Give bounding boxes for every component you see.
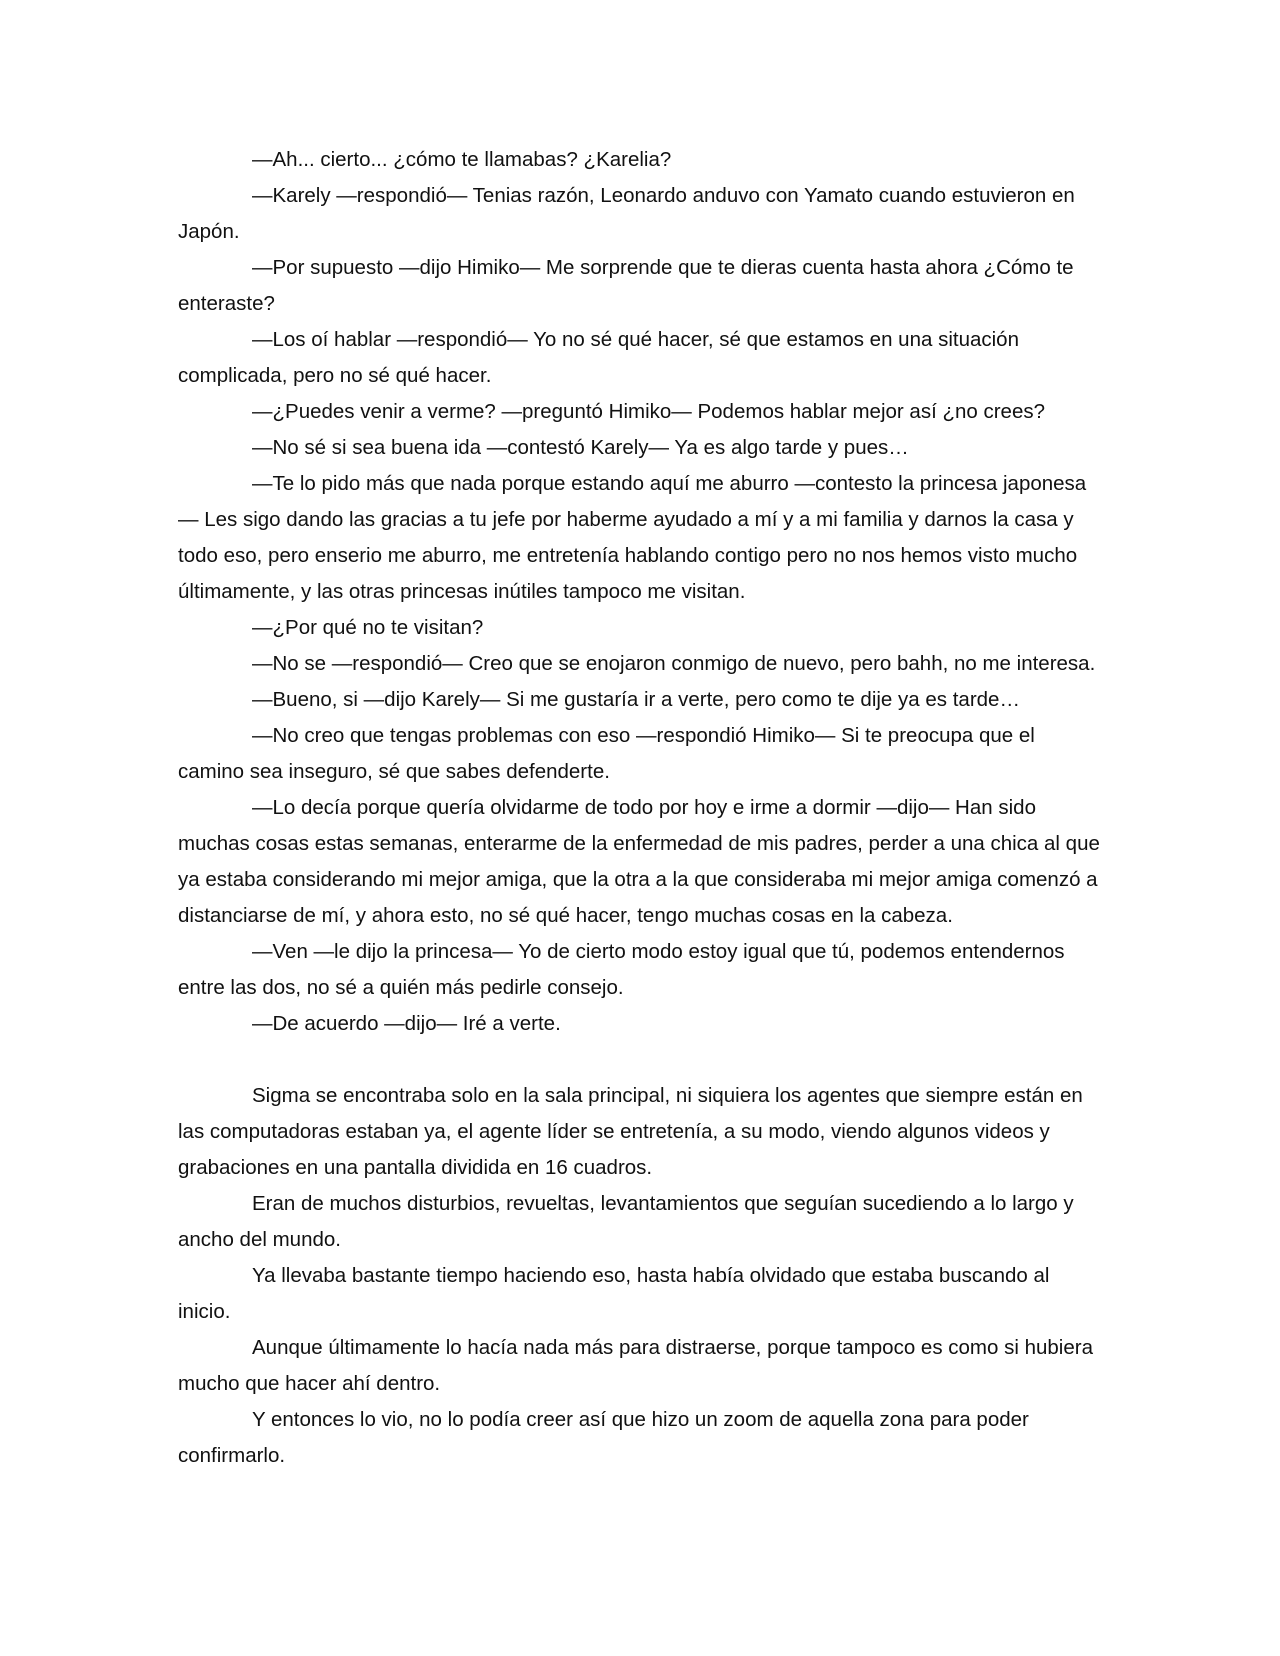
paragraph: —Karely —respondió— Tenias razón, Leonardo anduvo con Yamato cuando estuvieron en Japón. bbox=[178, 184, 1075, 243]
paragraph: Sigma se encontraba solo en la sala principal, ni siquiera los agentes que siempre están en las computadoras estaban ya, el agente líder se entretenía, a su modo, viendo algunos videos y grabaciones en una pantalla dividida en 16 cuadros. bbox=[178, 1084, 1083, 1179]
paragraph: —Ah... cierto... ¿cómo te llamabas? ¿Karelia? bbox=[252, 148, 672, 171]
paragraph: —Te lo pido más que nada porque estando aquí me aburro —contesto la princesa japonesa— Les sigo dando las gracias a tu jefe por haberme ayudado a mí y a mi familia y darnos la casa y todo eso, pero enserio me aburro, me entretenía hablando contigo pero no nos hemos visto mucho últimamente, y las otras princesas inútiles tampoco me visitan. bbox=[178, 472, 1087, 603]
paragraph: —Lo decía porque quería olvidarme de todo por hoy e irme a dormir —dijo— Han sido muchas cosas estas semanas, enterarme de la enfermedad de mis padres, perder a una chica al que ya estaba considerando mi mejor amiga, que la otra a la que consideraba mi mejor amiga comenzó a distanciarse de mí, y ahora esto, no sé qué hacer, tengo muchas cosas en la cabeza. bbox=[178, 796, 1100, 927]
paragraph: —Por supuesto —dijo Himiko— Me sorprende que te dieras cuenta hasta ahora ¿Cómo te enteraste? bbox=[178, 256, 1074, 315]
scene-break bbox=[178, 1042, 1105, 1078]
paragraph: —De acuerdo —dijo— Iré a verte. bbox=[252, 1012, 561, 1035]
paragraph: Y entonces lo vio, no lo podía creer así que hizo un zoom de aquella zona para poder confirmarlo. bbox=[178, 1408, 1029, 1467]
paragraph: —Los oí hablar —respondió— Yo no sé qué hacer, sé que estamos en una situación complicada, pero no sé qué hacer. bbox=[178, 328, 1019, 387]
paragraph: Eran de muchos disturbios, revueltas, levantamientos que seguían sucediendo a lo largo y ancho del mundo. bbox=[178, 1192, 1074, 1251]
paragraph: —Bueno, si —dijo Karely— Si me gustaría ir a verte, pero como te dije ya es tarde… bbox=[252, 688, 1020, 711]
paragraph: —No se —respondió— Creo que se enojaron conmigo de nuevo, pero bahh, no me interesa. bbox=[252, 652, 1096, 675]
paragraph: Ya llevaba bastante tiempo haciendo eso, hasta había olvidado que estaba buscando al inicio. bbox=[178, 1264, 1050, 1323]
paragraph: —¿Por qué no te visitan? bbox=[252, 616, 484, 639]
paragraph: Aunque últimamente lo hacía nada más para distraerse, porque tampoco es como si hubiera mucho que hacer ahí dentro. bbox=[178, 1336, 1093, 1395]
paragraph: —No creo que tengas problemas con eso —respondió Himiko— Si te preocupa que el camino sea inseguro, sé que sabes defenderte. bbox=[178, 724, 1035, 783]
paragraph: —No sé si sea buena ida —contestó Karely— Ya es algo tarde y pues… bbox=[252, 436, 909, 459]
paragraph: —Ven —le dijo la princesa— Yo de cierto modo estoy igual que tú, podemos entendernos entre las dos, no sé a quién más pedirle consejo. bbox=[178, 940, 1065, 999]
document-body bbox=[178, 142, 1105, 1474]
paragraph: —¿Puedes venir a verme? —preguntó Himiko— Podemos hablar mejor así ¿no crees? bbox=[252, 400, 1046, 423]
